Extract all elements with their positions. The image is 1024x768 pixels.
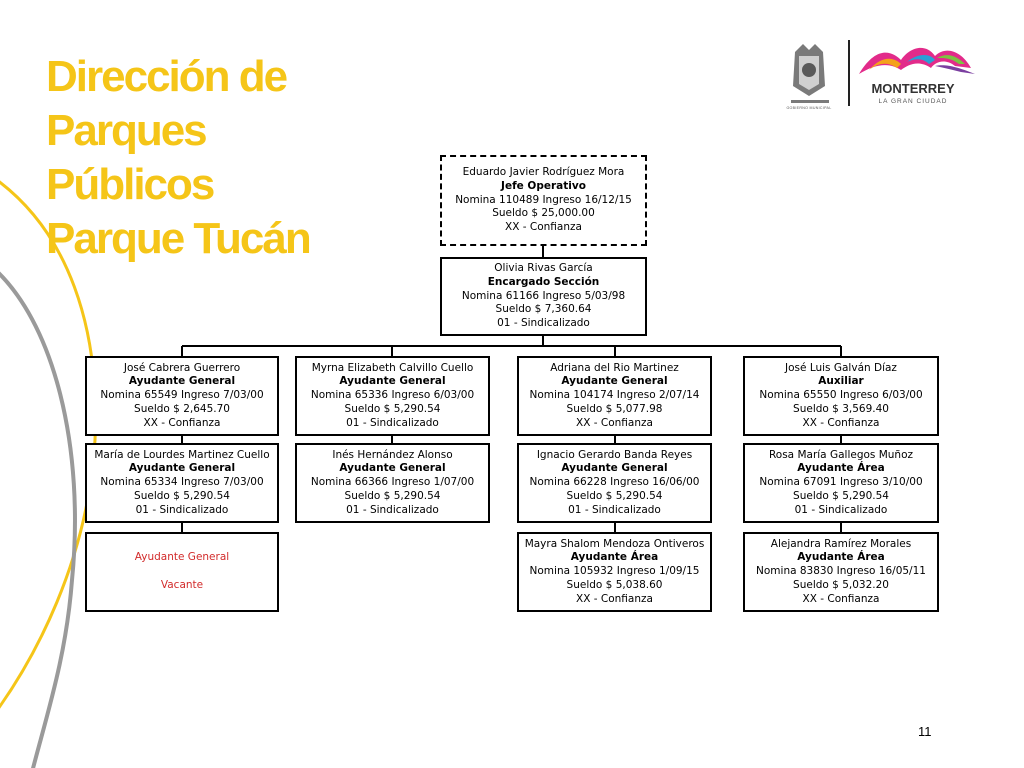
org-box-employee: [517, 532, 712, 612]
org-box-vacant: [85, 532, 279, 612]
employee-name: Inés Hernández Alonso: [332, 448, 453, 461]
employee-tipo: XX - Confianza: [143, 416, 221, 429]
employee-nomina: Nomina 61166 Ingreso 5/03/98: [461, 289, 626, 302]
org-box-employee: [295, 443, 490, 523]
seal-caption: GOBIERNO MUNICIPAL: [786, 106, 832, 110]
monterrey-mountain-icon: [859, 48, 975, 74]
employee-tipo: XX - Confianza: [576, 416, 653, 429]
employee-tipo: 01 - Sindicalizado: [794, 503, 888, 516]
org-box-employee: [295, 356, 490, 436]
employee-name: Rosa María Gallegos Muñoz: [768, 448, 914, 461]
employee-role: Auxiliar: [818, 375, 864, 388]
employee-sueldo: Sueldo $ 5,290.54: [344, 402, 441, 415]
employee-nomina: Nomina 65334 Ingreso 7/03/00: [100, 476, 264, 489]
employee-name: Alejandra Ramírez Morales: [770, 537, 912, 550]
employee-tipo: 01 - Sindicalizado: [346, 416, 439, 429]
employee-sueldo: Sueldo $ 5,290.54: [134, 489, 230, 502]
employee-name: Olivia Rivas García: [494, 262, 593, 274]
org-box-employee: [517, 356, 712, 436]
title-line: Parques: [46, 106, 206, 155]
employee-nomina: Nomina 83830 Ingreso 16/05/11: [756, 565, 926, 578]
employee-sueldo: Sueldo $ 25,000.00: [492, 207, 595, 220]
employee-name: Mayra Shalom Mendoza Ontiveros: [524, 537, 705, 550]
employee-role: Encargado Sección: [487, 275, 600, 288]
employee-role: Ayudante General: [339, 462, 446, 475]
employee-sueldo: Sueldo $ 5,077.98: [566, 402, 663, 415]
employee-role: Ayudante General: [339, 375, 446, 388]
employee-role: Ayudante General: [561, 462, 668, 475]
title-line: Públicos: [46, 160, 214, 209]
org-box-employee: [743, 532, 939, 612]
employee-name: Eduardo Javier Rodríguez Mora: [462, 166, 625, 178]
employee-nomina: Nomina 65336 Ingreso 6/03/00: [310, 389, 475, 402]
city-seal-icon: [791, 44, 829, 103]
employee-tipo: 01 - Sindicalizado: [497, 317, 590, 330]
logo-city: MONTERREY: [871, 81, 955, 96]
employee-nomina: Nomina 105932 Ingreso 1/09/15: [529, 565, 700, 578]
vacant-role: Ayudante General: [134, 551, 230, 564]
employee-name: Ignacio Gerardo Banda Reyes: [536, 448, 693, 461]
org-box-employee: [517, 443, 712, 523]
employee-nomina: Nomina 67091 Ingreso 3/10/00: [759, 476, 923, 489]
employee-role: Ayudante General: [561, 375, 668, 388]
org-box-employee: [85, 443, 279, 523]
employee-tipo: XX - Confianza: [802, 416, 880, 429]
employee-name: María de Lourdes Martinez Cuello: [94, 448, 270, 461]
employee-sueldo: Sueldo $ 5,290.54: [566, 489, 663, 502]
employee-nomina: Nomina 104174 Ingreso 2/07/14: [529, 389, 700, 402]
employee-tipo: XX - Confianza: [576, 592, 653, 605]
employee-role: Ayudante Área: [797, 462, 885, 475]
employee-nomina: Nomina 65549 Ingreso 7/03/00: [100, 389, 264, 402]
vacant-status: Vacante: [160, 579, 204, 591]
title-line: Parque Tucán: [46, 214, 310, 263]
employee-tipo: XX - Confianza: [505, 221, 582, 234]
employee-role: Ayudante General: [128, 375, 236, 388]
org-box-employee: [743, 356, 939, 436]
employee-tipo: XX - Confianza: [802, 592, 880, 605]
monterrey-logo: [785, 38, 985, 110]
org-box-encargado: [440, 257, 647, 336]
employee-nomina: Nomina 110489 Ingreso 16/12/15: [455, 193, 632, 206]
employee-nomina: Nomina 65550 Ingreso 6/03/00: [759, 389, 923, 402]
employee-role: Ayudante General: [128, 462, 236, 475]
org-box-employee: [743, 443, 939, 523]
employee-sueldo: Sueldo $ 2,645.70: [134, 402, 230, 415]
employee-role: Jefe Operativo: [501, 179, 586, 192]
org-box-employee: [85, 356, 279, 436]
logo-tagline: LA GRAN CIUDAD: [878, 98, 948, 105]
employee-sueldo: Sueldo $ 7,360.64: [495, 303, 592, 316]
title-line: Dirección de: [46, 52, 287, 101]
gray-swoosh: [0, 265, 75, 768]
page-number: 11: [918, 724, 932, 739]
employee-sueldo: Sueldo $ 3,569.40: [793, 402, 889, 415]
employee-name: Myrna Elizabeth Calvillo Cuello: [311, 361, 474, 374]
org-box-jefe: [440, 155, 647, 246]
employee-role: Ayudante Área: [570, 551, 659, 564]
employee-tipo: 01 - Sindicalizado: [568, 503, 661, 516]
slide-title: [46, 50, 310, 266]
employee-sueldo: Sueldo $ 5,290.54: [344, 489, 441, 502]
employee-name: José Cabrera Guerrero: [123, 361, 241, 374]
employee-sueldo: Sueldo $ 5,032.20: [793, 578, 889, 591]
employee-sueldo: Sueldo $ 5,290.54: [793, 489, 889, 502]
employee-role: Ayudante Área: [797, 551, 885, 564]
employee-nomina: Nomina 66366 Ingreso 1/07/00: [310, 476, 475, 489]
employee-tipo: 01 - Sindicalizado: [135, 503, 229, 516]
employee-name: Adriana del Rio Martinez: [550, 361, 679, 374]
employee-tipo: 01 - Sindicalizado: [346, 503, 439, 516]
employee-sueldo: Sueldo $ 5,038.60: [566, 578, 663, 591]
employee-nomina: Nomina 66228 Ingreso 16/06/00: [529, 476, 700, 489]
employee-name: José Luis Galván Díaz: [785, 361, 897, 374]
